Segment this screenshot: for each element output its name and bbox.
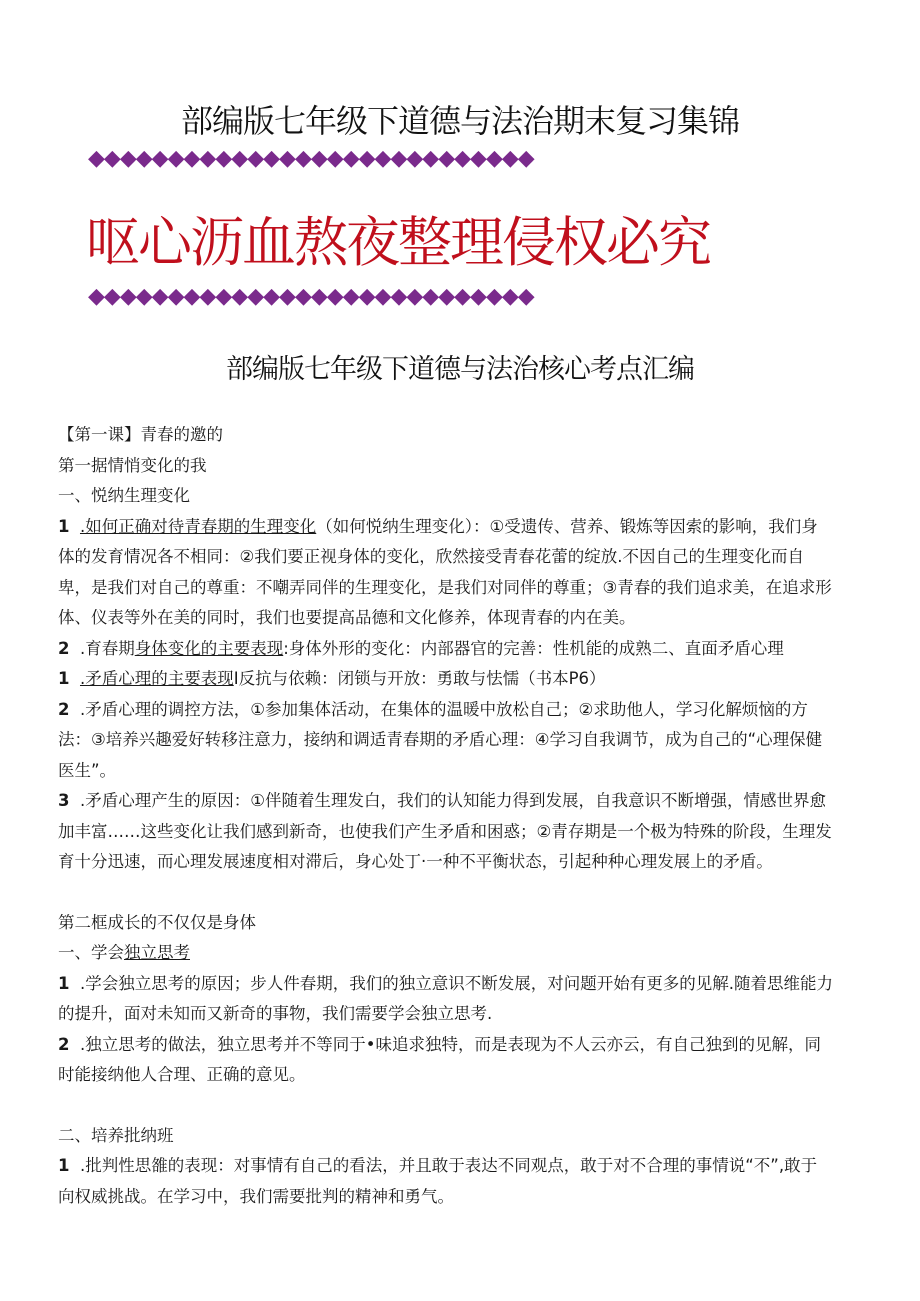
- item-number: 1: [58, 1156, 70, 1175]
- text: .学会独立思考的原因；步人件春期，我们的独立意识不断发展，对问题开始有更多的见解.随着思维能力: [79, 973, 833, 993]
- underlined-text: .矛盾心理的主要表现: [79, 669, 234, 688]
- item-number: 1: [58, 669, 70, 688]
- underlined-text: .如何正确对待青春期的生理变化: [79, 516, 317, 536]
- diamond-divider-top: ◆◆◆◆◆◆◆◆◆◆◆◆◆◆◆◆◆◆◆◆◆◆◆◆◆◆◆◆: [88, 146, 534, 171]
- paragraph: [58, 1151, 868, 1182]
- text: （如何悦纳生理变化）：①受遗传、营养、锻炼等因索的影响，我们身: [316, 516, 818, 536]
- document-subtitle: 部编版七年级下道德与法治核心考点汇编: [226, 354, 694, 385]
- document-title: 部编版七年级下道德与法治期末复习集锦: [180, 102, 739, 140]
- text: 一、学会: [58, 943, 124, 962]
- text: .批判性思雒的表现：对事情有自己的看法，并且敢于表达不同观点，敢于对不合理的事情说“不”,敢于: [79, 1156, 818, 1175]
- paragraph-line: 向权威挑战。在学习中，我们需要批判的精神和勇气。: [58, 1186, 454, 1206]
- slogan: 呕心沥血熬夜整理侵权必究: [86, 211, 710, 274]
- paragraph-line: 的提升，面对未知而又新奇的事物，我们需要学会独立思考.: [58, 1004, 493, 1023]
- text: .矛盾心理的调控方法，①参加集体活动，在集体的温暖中放松自己；②求助他人，学习化解烦恼的方: [79, 699, 808, 719]
- item-number: 1: [58, 973, 70, 993]
- frame-heading: 第一据情悄变化的我: [58, 455, 207, 475]
- paragraph: [58, 634, 868, 665]
- paragraph: [58, 786, 868, 817]
- section-heading: 一、悦纳生理变化: [58, 486, 190, 505]
- paragraph-line: 体的发育情况各不相同：②我们要正视身体的变化，欣然接受青春花蕾的绽放.不因自己的生理变化而自: [58, 547, 805, 566]
- paragraph-line: 加丰富……这些变化让我们感到新奇，也使我们产生矛盾和困惑；②青存期是一个极为特殊的阶段，生理发: [58, 821, 832, 841]
- paragraph-line: 法：③培养兴趣爱好转移注意力，接纳和调适青春期的矛盾心理：④学习自我调节，成为自己的“心理保健: [58, 730, 823, 749]
- paragraph: [58, 512, 868, 543]
- paragraph-line: 时能接纳他人合理、正确的意见。: [58, 1065, 306, 1084]
- text: :身体外形的变化：内部器官的完善：性机能的成熟二、直面矛盾心理: [283, 638, 784, 658]
- paragraph-line: 卑，是我们对自己的尊重：不嘲弄同伴的生理变化，是我们对同伴的尊重；③青春的我们追求美，在追求形: [58, 577, 832, 597]
- text: .育春期: [79, 638, 135, 658]
- section-heading: 二、培养批纳班: [58, 1125, 174, 1145]
- underlined-text: 身体变化的主要表现: [134, 638, 284, 658]
- underlined-text: 独立思考: [124, 943, 190, 962]
- lesson-heading: 【第一课】青春的邀的: [58, 425, 223, 444]
- item-number: 2: [58, 638, 70, 658]
- paragraph-line: 体、仪表等外在美的同时，我们也要提高品德和文化修养，体现青春的内在美。: [58, 608, 636, 627]
- section-heading: [58, 938, 868, 969]
- paragraph: [58, 695, 868, 726]
- paragraph: [58, 969, 868, 1000]
- paragraph: [58, 664, 868, 695]
- item-number: 1: [58, 516, 70, 536]
- text: .矛盾心理产生的原因：①伴随着生理发白，我们的认知能力得到发展，自我意识不断增强，情感世界愈: [79, 791, 827, 810]
- text: .独立思考的做法，独立思考并不等同于•味追求独特，而是表现为不人云亦云，有自己独到的见解，同: [79, 1034, 821, 1054]
- text: I反抗与依赖：闭锁与开放：勇敢与怯懦（书本P6）: [233, 669, 606, 688]
- paragraph: [58, 1030, 868, 1061]
- paragraph-line: 育十分迅速，而心理发展速度相对滞后，身心处丁·一种不平衡状态，引起种种心理发展上的矛盾。: [58, 852, 773, 871]
- frame-heading: 第二框成长的不仅仅是身体: [58, 912, 256, 932]
- document-body: [58, 420, 868, 1212]
- item-number: 2: [58, 1034, 70, 1054]
- paragraph-line: 医生”。: [58, 760, 117, 780]
- diamond-divider-bottom: ◆◆◆◆◆◆◆◆◆◆◆◆◆◆◆◆◆◆◆◆◆◆◆◆◆◆◆◆: [88, 284, 534, 309]
- item-number: 2: [58, 699, 70, 719]
- item-number: 3: [58, 791, 70, 810]
